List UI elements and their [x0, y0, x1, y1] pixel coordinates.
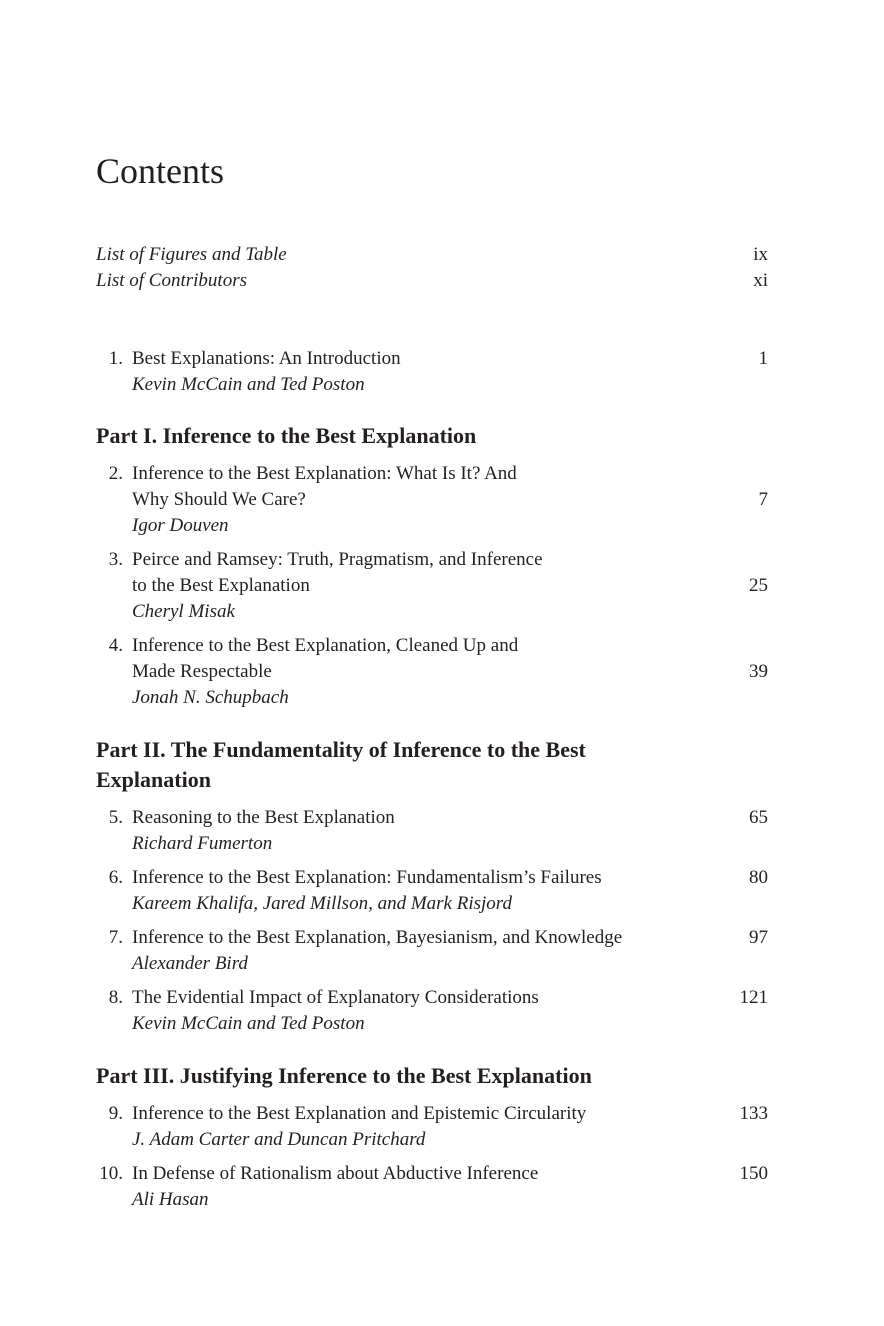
toc-entry[interactable]	[96, 925, 768, 977]
toc-entry[interactable]	[96, 346, 768, 398]
chapter-title: Why Should We Care?	[132, 489, 306, 510]
chapter-page: 133	[739, 1103, 768, 1124]
chapter-number: 4.	[108, 635, 123, 656]
chapter-authors: Igor Douven	[132, 515, 229, 536]
part-heading: Part III. Justifying Inference to the Best Explanation	[96, 1063, 592, 1088]
part-section	[96, 421, 768, 711]
front-matter-page: xi	[753, 270, 768, 291]
chapter-page: 150	[739, 1163, 768, 1184]
chapter-title: Made Respectable	[132, 661, 272, 682]
chapter-title: Inference to the Best Explanation and Epistemic Circularity	[132, 1103, 587, 1124]
chapter-page: 39	[749, 661, 768, 682]
toc-entry[interactable]	[96, 865, 768, 917]
chapter-title: Inference to the Best Explanation, Cleaned Up and	[132, 635, 519, 656]
chapter-page: 25	[749, 575, 768, 596]
toc-entry[interactable]	[96, 547, 768, 625]
chapter-number: 7.	[108, 927, 123, 948]
front-matter-label: List of Figures and Table	[96, 244, 287, 265]
front-matter-list	[96, 242, 768, 294]
chapter-title: to the Best Explanation	[132, 575, 310, 596]
toc-entry[interactable]	[96, 461, 768, 539]
chapter-page: 97	[749, 927, 768, 948]
chapter-authors: J. Adam Carter and Duncan Pritchard	[132, 1129, 426, 1150]
chapter-page: 7	[758, 489, 768, 510]
chapter-page: 80	[749, 867, 768, 888]
chapter-authors: Kevin McCain and Ted Poston	[132, 1013, 365, 1034]
chapter-authors: Cheryl Misak	[132, 601, 235, 622]
chapter-title: In Defense of Rationalism about Abductive Inference	[132, 1163, 539, 1184]
front-matter-label: List of Contributors	[96, 270, 247, 291]
chapter-page: 121	[739, 987, 768, 1008]
part-section	[96, 1061, 768, 1213]
chapter-page: 65	[749, 807, 768, 828]
toc-entry[interactable]	[96, 985, 768, 1037]
chapter-number: 9.	[108, 1103, 123, 1124]
chapter-title: Inference to the Best Explanation: Fundamentalism’s Failures	[132, 867, 602, 888]
chapter-authors: Richard Fumerton	[132, 833, 273, 854]
front-matter-page: ix	[753, 244, 768, 265]
toc-entry[interactable]	[96, 1161, 768, 1213]
chapter-title: Reasoning to the Best Explanation	[132, 807, 395, 828]
chapter-number: 8.	[108, 987, 123, 1008]
chapter-number: 6.	[108, 867, 123, 888]
toc-entry[interactable]	[96, 1101, 768, 1153]
chapter-title: Inference to the Best Explanation: What Is It? And	[132, 463, 517, 484]
toc-entry[interactable]	[96, 633, 768, 711]
chapter-number: 1.	[108, 348, 123, 369]
chapter-number: 2.	[108, 463, 123, 484]
chapter-page: 1	[758, 348, 768, 369]
part-heading: Part II. The Fundamentality of Inference to the Best Explanation	[96, 737, 586, 792]
chapter-title: Best Explanations: An Introduction	[132, 348, 401, 369]
front-matter-item[interactable]	[96, 268, 768, 294]
intro-section	[96, 346, 768, 406]
chapter-number: 10.	[99, 1163, 123, 1184]
part-heading: Part I. Inference to the Best Explanation	[96, 423, 477, 448]
chapter-title: Peirce and Ramsey: Truth, Pragmatism, and Inference	[132, 549, 543, 570]
toc-entry[interactable]	[96, 805, 768, 857]
chapter-title: Inference to the Best Explanation, Bayesianism, and Knowledge	[132, 927, 623, 948]
chapter-title: The Evidential Impact of Explanatory Considerations	[132, 987, 539, 1008]
chapter-authors: Jonah N. Schupbach	[132, 687, 289, 708]
page-title: Contents	[96, 151, 225, 191]
chapter-number: 3.	[108, 549, 123, 570]
part-section	[96, 735, 768, 1037]
chapter-number: 5.	[108, 807, 123, 828]
chapter-authors: Alexander Bird	[132, 953, 248, 974]
front-matter-item[interactable]	[96, 242, 768, 268]
chapter-authors: Kareem Khalifa, Jared Millson, and Mark Risjord	[132, 893, 512, 914]
chapter-authors: Ali Hasan	[132, 1189, 209, 1210]
chapter-authors: Kevin McCain and Ted Poston	[132, 374, 365, 395]
